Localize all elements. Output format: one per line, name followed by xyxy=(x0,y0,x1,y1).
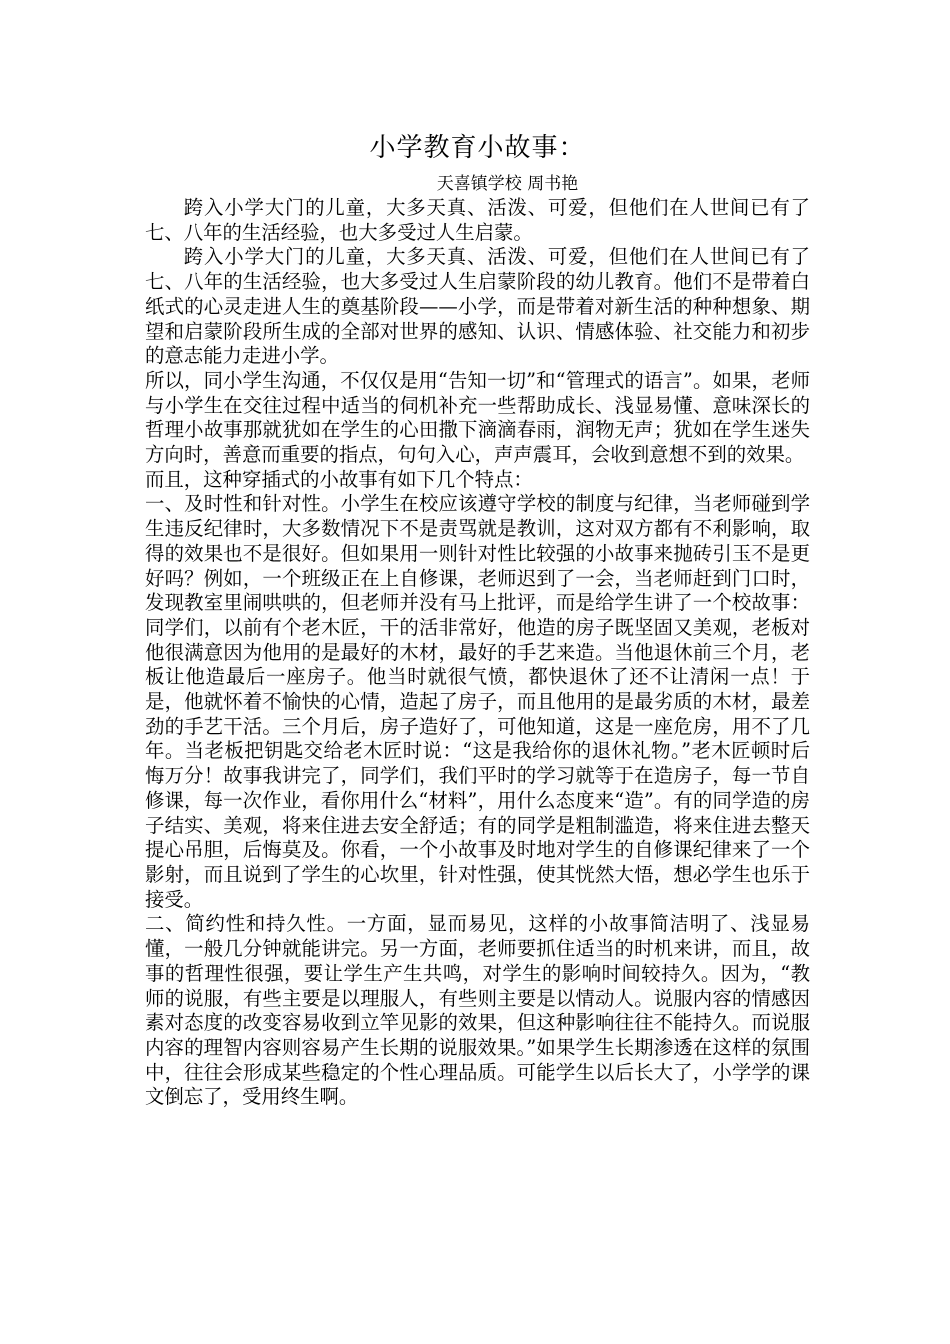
paragraph-intro-full: 跨入小学大门的儿童，大多天真、活泼、可爱，但他们在人世间已有了七、八年的生活经验，也大多受过人生启蒙阶段的幼儿教育。他们不是带着白纸式的心灵走进人生的奠基阶段——小学，而是带着对新生活的种种想象、期望和启蒙阶段所生成的全部对世界的感知、认识、情感体验、社交能力和初步的意志能力走进小学。 xyxy=(145,245,810,368)
document-body xyxy=(145,128,810,1110)
paragraph-feature-two: 二、简约性和持久性。一方面，显而易见，这样的小故事简洁明了、浅显易懂，一般几分钟就能讲完。另一方面，老师要抓住适当的时机来讲，而且，故事的哲理性很强，要让学生产生共鸣，对学生的影响时间较持久。因为，“教师的说服，有些主要是以理服人，有些则主要是以情动人。说服内容的情感因素对态度的改变容易收到立竿见影的效果，但这种影响往往不能持久。而说服内容的理智内容则容易产生长期的说服效果。”如果学生长期渗透在这样的氛围中，往往会形成某些稳定的个性心理品质。可能学生以后长大了，小学学的课文倒忘了，受用终生啊。 xyxy=(145,912,810,1109)
paragraph-feature-one: 一、及时性和针对性。小学生在校应该遵守学校的制度与纪律，当老师碰到学生违反纪律时，大多数情况下不是责骂就是教训，这对双方都有不利影响，取得的效果也不是很好。但如果用一则针对性比较强的小故事来抛砖引玉不是更好吗？例如，一个班级正在上自修课，老师迟到了一会，当老师赶到门口时，发现教室里闹哄哄的，但老师并没有马上批评，而是给学生讲了一个校故事：同学们，以前有个老木匠，干的活非常好，他造的房子既坚固又美观，老板对他很满意因为他用的是最好的木材，最好的手艺来造。当他退休前三个月，老板让他造最后一座房子。他当时就很气愤，都快退休了还不让清闲一点！于是，他就怀着不愉快的心情，造起了房子，而且他用的是最劣质的木材，最差劲的手艺干活。三个月后，房子造好了，可他知道，这是一座危房，用不了几年。当老板把钥匙交给老木匠时说：“这是我给你的退休礼物。”老木匠顿时后悔万分！故事我讲完了，同学们，我们平时的学习就等于在造房子，每一节自修课，每一次作业，看你用什么“材料”，用什么态度来“造”。有的同学造的房子结实、美观，将来住进去安全舒适；有的同学是粗制滥造，将来住进去整天提心吊胆，后悔莫及。你看，一个小故事及时地对学生的自修课纪律来了一个影射，而且说到了学生的心坎里，针对性强，使其恍然大悟，想必学生也乐于接受。 xyxy=(145,492,810,911)
document-author: 天喜镇学校 周书艳 xyxy=(436,174,579,194)
document-title: 小学教育小故事： xyxy=(369,133,586,163)
paragraph-communication: 所以，同小学生沟通，不仅仅是用“告知一切”和“管理式的语言”。如果，老师与小学生在交往过程中适当的伺机补充一些帮助成长、浅显易懂、意味深长的哲理小故事那就犹如在学生的心田撒下滴滴春雨，润物无声；犹如在学生迷失方向时，善意而重要的指点，句句入心，声声震耳，会收到意想不到的效果。 xyxy=(145,368,810,467)
paragraph-features-intro: 而且，这种穿插式的小故事有如下几个特点： xyxy=(145,467,533,491)
paragraph-intro-short: 跨入小学大门的儿童，大多天真、活泼、可爱，但他们在人世间已有了七、八年的生活经验，也大多受过人生启蒙。 xyxy=(145,196,810,244)
